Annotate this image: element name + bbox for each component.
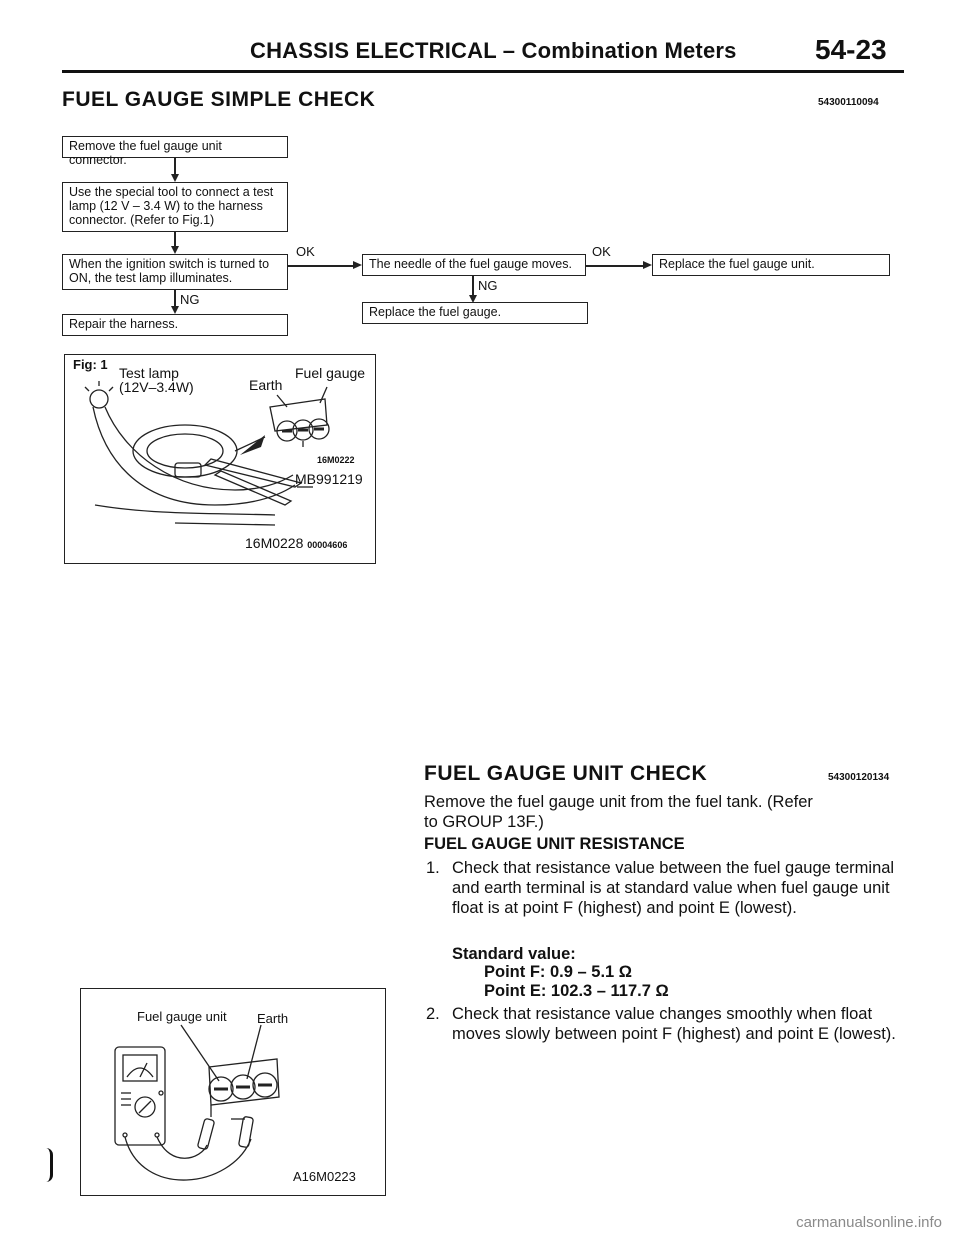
- figure-1-earth-label: Earth: [249, 377, 283, 393]
- figure-2-code: A16M0223: [293, 1169, 356, 1184]
- figure-1-tool-label: MB991219: [295, 471, 363, 487]
- figure-1-code-main-text: 16M0228: [245, 535, 304, 551]
- page-number: 54-23: [815, 34, 887, 65]
- flow-arrow-line: [288, 265, 353, 267]
- figure-1: [64, 354, 376, 564]
- step-repair-harness: Repair the harness.: [62, 314, 288, 336]
- simple-check-title: FUEL GAUGE SIMPLE CHECK: [62, 88, 376, 111]
- step-ignition-check: When the ignition switch is turned to ON, the test lamp illuminates.: [62, 254, 288, 290]
- step-needle-moves: The needle of the fuel gauge moves.: [362, 254, 586, 276]
- header-title-separator: –: [496, 38, 522, 63]
- simple-check-code: 54300110094: [818, 97, 879, 108]
- figure-1-test-lamp-spec: (12V–3.4W): [119, 379, 194, 395]
- step-replace-unit: Replace the fuel gauge unit.: [652, 254, 890, 276]
- test-lamp-bulb: [90, 390, 108, 408]
- fuel-gauge-unit-connector: [209, 1059, 279, 1105]
- figure-1-fuel-gauge-label: Fuel gauge: [295, 365, 366, 381]
- figure-1-code-tail: 00004606: [307, 540, 348, 550]
- item-1-text: Check that resistance value between the fuel gauge terminal and earth terminal is at standard value when fuel gauge unit float is at point F (highest) and point E (lowest).: [452, 859, 895, 917]
- flow-arrow-line: [586, 265, 643, 267]
- unit-check-title: FUEL GAUGE UNIT CHECK: [424, 762, 708, 785]
- figure-1-code-main: [245, 535, 347, 551]
- standard-value-label: Standard value:: [452, 945, 576, 963]
- flow-arrow-head: [171, 306, 179, 314]
- item-2-number: 2.: [426, 1005, 440, 1023]
- flow-arrow-head: [353, 261, 362, 269]
- header-rule: [62, 70, 904, 73]
- flow-arrow-line: [174, 158, 176, 174]
- step-replace-gauge: Replace the fuel gauge.: [362, 302, 588, 324]
- unit-check-subheading: FUEL GAUGE UNIT RESISTANCE: [424, 835, 685, 853]
- step-connect-test-lamp: Use the special tool to connect a test lamp (12 V – 3.4 W) to the harness connector. (Refer to Fig.1): [62, 182, 288, 232]
- flow-arrow-head: [171, 246, 179, 254]
- watermark: carmanualsonline.info: [796, 1214, 942, 1231]
- label-ng-2: NG: [478, 278, 498, 293]
- binding-mark: [46, 1148, 53, 1182]
- label-ng-1: NG: [180, 292, 200, 307]
- figure-2-fuel-gauge-unit-label: Fuel gauge unit: [137, 1009, 227, 1024]
- figure-2: [80, 988, 386, 1196]
- flow-arrow-line: [472, 276, 474, 296]
- label-ok-2: OK: [592, 244, 611, 259]
- flow-arrow-head: [171, 174, 179, 182]
- header-title-sub: Combination Meters: [521, 38, 737, 63]
- probe-tool: [205, 459, 301, 487]
- figure-2-illustration: [81, 989, 384, 1194]
- point-e-value: Point E: 102.3 – 117.7 Ω: [484, 982, 669, 1000]
- item-2-text: Check that resistance value changes smoothly when float moves slowly between point F (highest) and point E (lowest).: [452, 1005, 896, 1043]
- pointer-arrow-head: [240, 435, 265, 455]
- figure-1-test-lamp-label: Test lamp: [119, 365, 179, 381]
- label-ok-1: OK: [296, 244, 315, 259]
- item-1-number: 1.: [426, 859, 440, 877]
- figure-2-earth-label: Earth: [257, 1011, 289, 1026]
- flow-arrow-head: [643, 261, 652, 269]
- flow-arrow-line: [174, 232, 176, 246]
- unit-check-intro: Remove the fuel gauge unit from the fuel tank. (Refer to GROUP 13F.): [424, 793, 813, 831]
- figure-1-title: Fig: 1: [73, 357, 108, 372]
- header-title-main: CHASSIS ELECTRICAL: [250, 38, 497, 63]
- figure-1-code-small: 16M0222: [317, 455, 355, 465]
- step-remove-connector: Remove the fuel gauge unit connector.: [62, 136, 288, 158]
- unit-check-code: 54300120134: [828, 772, 890, 783]
- point-f-value: Point F: 0.9 – 5.1 Ω: [484, 963, 633, 981]
- page-header-title: [250, 38, 737, 64]
